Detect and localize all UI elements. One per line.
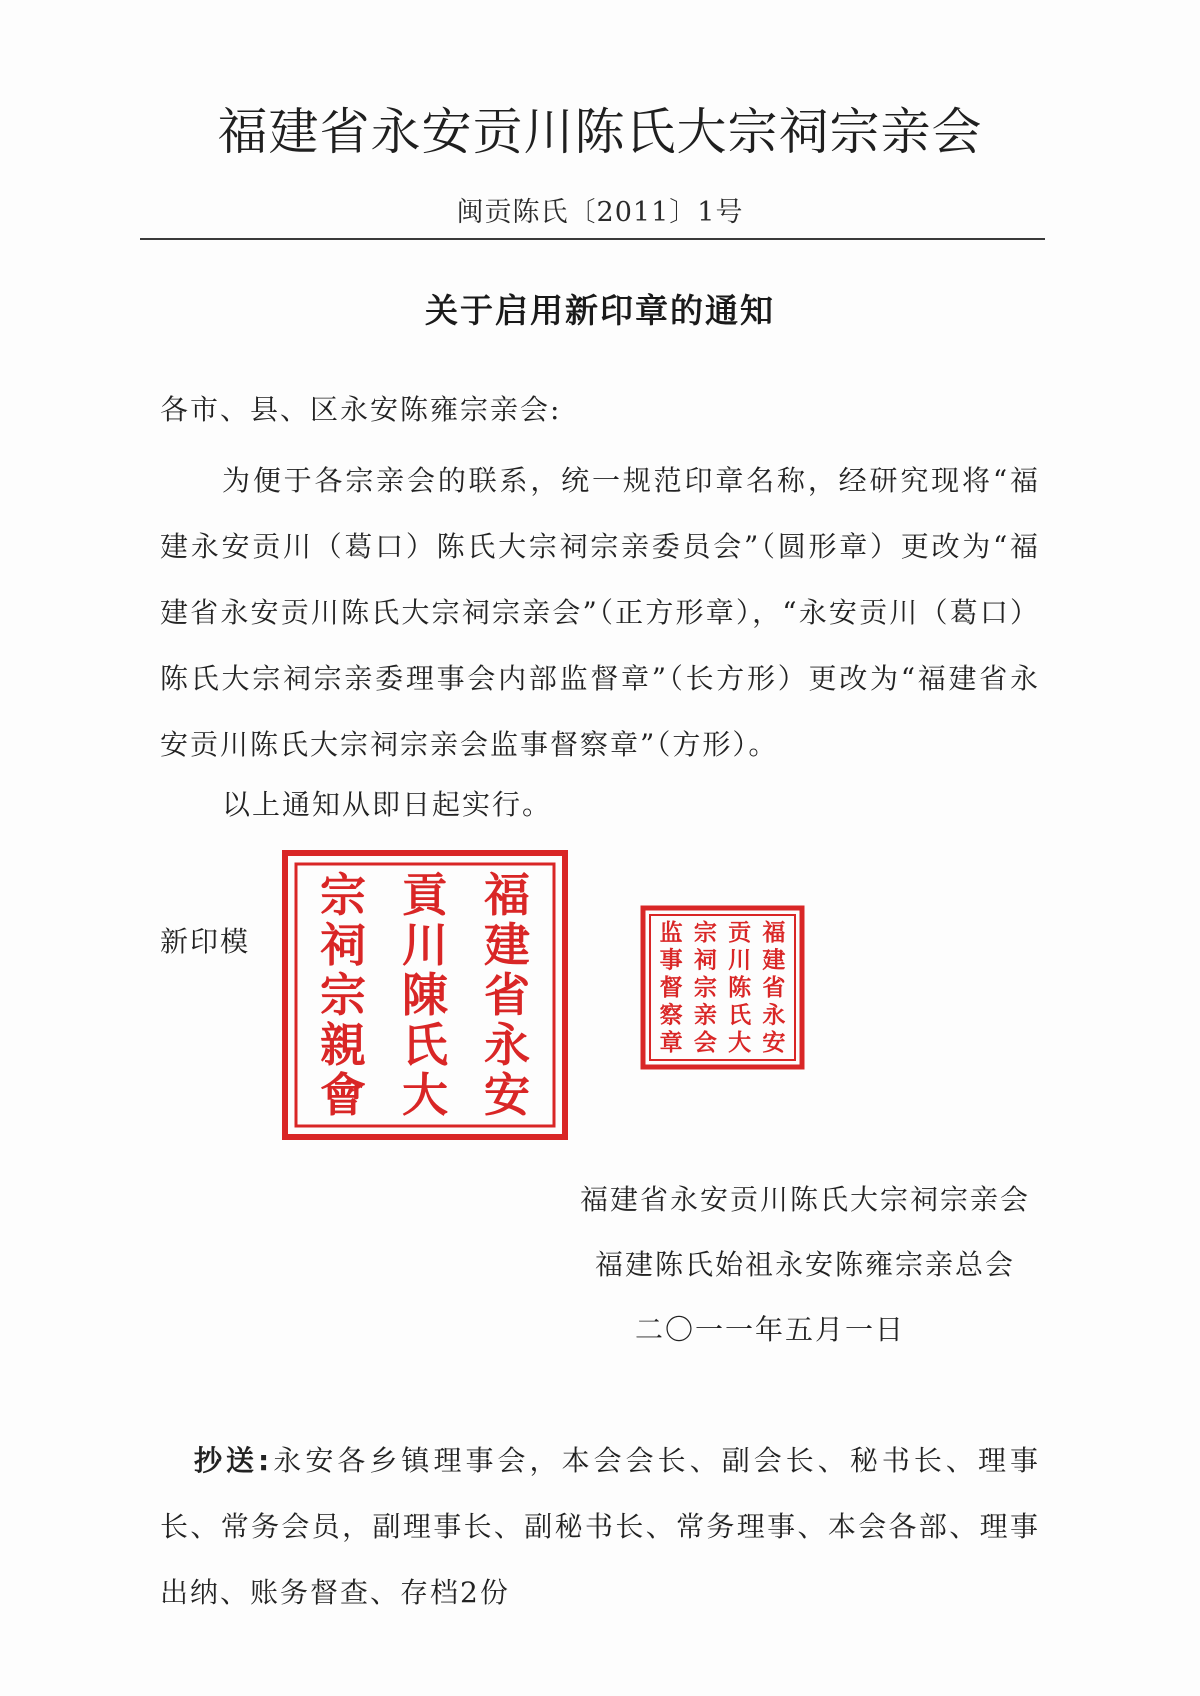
main-seal-char: 親 (320, 1018, 366, 1072)
main-seal-char: 省 (484, 968, 530, 1022)
header-divider (140, 238, 1045, 240)
main-seal-char: 陳 (402, 968, 448, 1022)
supervision-seal (640, 905, 805, 1070)
main-seal-char: 宗 (320, 968, 366, 1022)
org-title: 福建省永安贡川陈氏大宗祠宗亲会 (217, 103, 983, 161)
main-seal-char: 貢 (402, 868, 448, 922)
main-seal-characters (320, 868, 530, 1122)
supervision-seal-char: 陈 (728, 974, 752, 1001)
supervision-seal-char: 督 (659, 974, 683, 1001)
salutation: 各市、县、区永安陈雍宗亲会: (160, 393, 562, 426)
supervision-seal-char: 建 (762, 946, 786, 974)
supervision-seal-char: 宗 (693, 919, 717, 947)
notice-title: 关于启用新印章的通知 (425, 291, 775, 330)
main-seal (282, 850, 568, 1140)
main-seal-char: 安 (484, 1068, 530, 1122)
supervision-seal-characters (660, 919, 786, 1056)
supervision-seal-char: 大 (728, 1028, 752, 1056)
supervision-seal-char: 监 (659, 919, 683, 947)
main-seal-char: 建 (484, 918, 530, 972)
main-seal-char: 大 (402, 1068, 448, 1122)
main-seal-char: 氏 (402, 1018, 448, 1072)
main-seal-char: 宗 (320, 868, 366, 922)
supervision-seal-char: 氏 (728, 1001, 752, 1029)
main-seal-char: 永 (484, 1018, 530, 1072)
cc-block (160, 1428, 1040, 1626)
cc-recipients: 永安各乡镇理事会，本会会长、副会长、秘书长、理事长、常务会员，副理事长、副秘书长、常务理事、本会各部、理事出纳、账务督查、存档2份 (160, 1444, 1040, 1609)
cc-label: 抄送: (194, 1444, 272, 1477)
main-seal-char: 祠 (320, 918, 366, 972)
supervision-seal-char: 亲 (693, 1001, 717, 1029)
issue-date: 二〇一一年五月一日 (635, 1313, 906, 1346)
main-seal-char: 福 (484, 868, 530, 922)
supervision-seal-char: 川 (728, 946, 752, 974)
seal-label: 新印模 (160, 925, 251, 958)
supervision-seal-char: 会 (693, 1028, 717, 1056)
main-seal-char: 會 (320, 1068, 366, 1122)
supervision-seal-char: 祠 (693, 946, 717, 974)
supervision-seal-char: 福 (762, 919, 786, 947)
supervision-seal-char: 永 (762, 1001, 786, 1029)
issuing-org-1: 福建省永安贡川陈氏大宗祠宗亲会 (579, 1183, 1030, 1216)
notice-body: 为便于各宗亲会的联系，统一规范印章名称，经研究现将“福建永安贡川（葛口）陈氏大宗祠宗亲委员会”（圆形章）更改为“福建省永安贡川陈氏大宗祠宗亲会”（正方形章），“永安贡川（葛口）陈氏大宗祠宗亲委理事会内部监督章”（长方形）更改为“福建省永安贡川陈氏大宗祠宗亲会监事督察章”（方形）。 (160, 464, 1040, 761)
main-seal-char: 川 (402, 918, 448, 972)
supervision-seal-char: 安 (762, 1028, 786, 1056)
supervision-seal-char: 察 (659, 1001, 683, 1029)
effective-statement: 以上通知从即日起实行。 (222, 788, 553, 821)
supervision-seal-char: 事 (659, 946, 683, 974)
supervision-seal-char: 贡 (728, 919, 752, 947)
supervision-seal-char: 省 (762, 974, 786, 1001)
document-number: 闽贡陈氏〔2011〕1号 (456, 197, 744, 228)
issuing-org-2: 福建陈氏始祖永安陈雍宗亲总会 (594, 1248, 1015, 1281)
supervision-seal-char: 宗 (693, 974, 717, 1001)
supervision-seal-char: 章 (659, 1028, 683, 1056)
